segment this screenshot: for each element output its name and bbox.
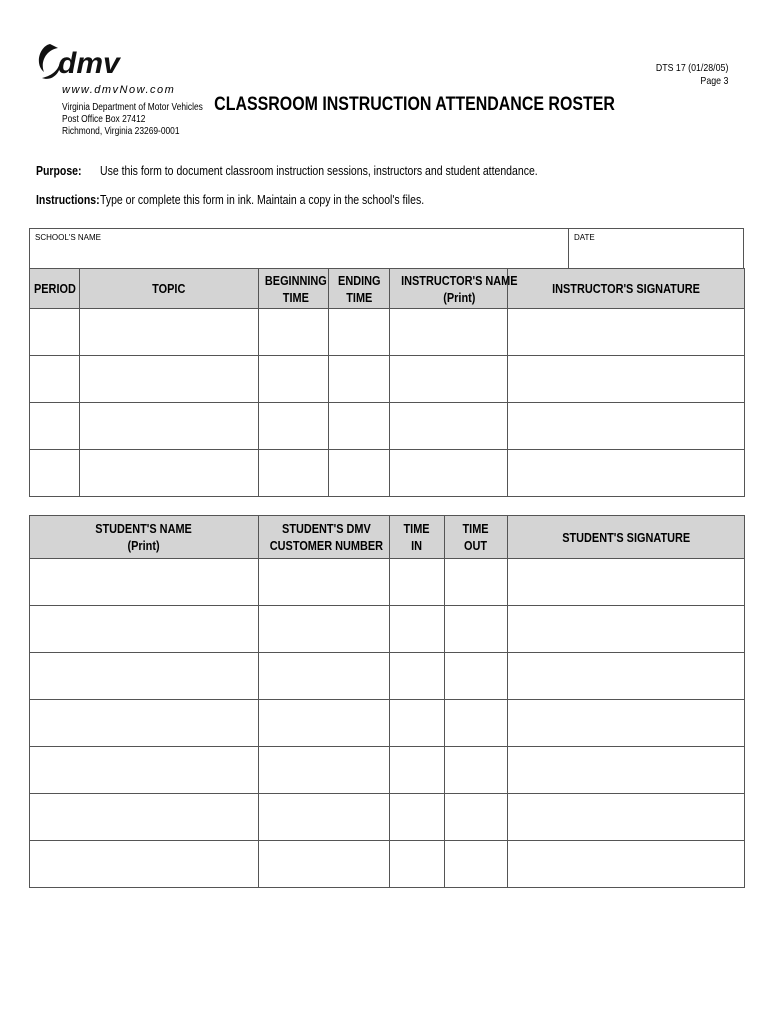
instructor-cell-ending-time[interactable] (329, 309, 390, 356)
student-table (29, 515, 745, 888)
student-cell-students-dmv-customer-number[interactable] (259, 606, 390, 653)
student-cell-time-out[interactable] (445, 794, 508, 841)
instructor-cell-instructors-signature[interactable] (508, 356, 745, 403)
student-cell-students-dmv-customer-number[interactable] (259, 653, 390, 700)
student-header-students-dmv-customer-number (259, 516, 390, 559)
student-cell-students-name-print[interactable] (30, 606, 259, 653)
form-title (0, 94, 770, 116)
student-cell-time-in[interactable] (390, 700, 445, 747)
student-header-students-name-print (30, 516, 259, 559)
student-cell-students-name-print[interactable] (30, 559, 259, 606)
date-label: DATE (574, 233, 595, 242)
instructor-row (30, 403, 745, 450)
student-cell-time-out[interactable] (445, 700, 508, 747)
instructor-header-period (30, 269, 80, 309)
student-cell-time-in[interactable] (390, 794, 445, 841)
instructor-cell-ending-time[interactable] (329, 450, 390, 497)
student-cell-students-dmv-customer-number[interactable] (259, 559, 390, 606)
student-cell-students-dmv-customer-number[interactable] (259, 841, 390, 888)
instructor-cell-topic[interactable] (80, 356, 259, 403)
address-line-2: Richmond, Virginia 23269-0001 (62, 126, 180, 137)
student-cell-students-dmv-customer-number[interactable] (259, 700, 390, 747)
purpose-label: Purpose: (36, 164, 82, 178)
student-cell-time-out[interactable] (445, 841, 508, 888)
instructor-cell-instructors-name-print[interactable] (390, 450, 508, 497)
instructor-cell-ending-time[interactable] (329, 356, 390, 403)
student-cell-time-in[interactable] (390, 747, 445, 794)
student-header-label: STUDENT'S NAME (Print) (95, 521, 193, 553)
instructor-cell-instructors-signature[interactable] (508, 450, 745, 497)
instructor-cell-instructors-name-print[interactable] (390, 403, 508, 450)
student-cell-students-name-print[interactable] (30, 700, 259, 747)
student-cell-students-name-print[interactable] (30, 794, 259, 841)
student-row (30, 841, 745, 888)
student-cell-students-signature[interactable] (508, 841, 745, 888)
student-row (30, 700, 745, 747)
instructor-cell-instructors-signature[interactable] (508, 309, 745, 356)
student-header-row (30, 516, 745, 559)
student-row (30, 794, 745, 841)
instructor-header-label: PERIOD (33, 281, 76, 296)
instructor-cell-ending-time[interactable] (329, 403, 390, 450)
instructor-cell-topic[interactable] (80, 309, 259, 356)
instructor-cell-instructors-signature[interactable] (508, 403, 745, 450)
instructor-cell-period[interactable] (30, 309, 80, 356)
instructor-header-beginning-time (259, 269, 329, 309)
instructions-text: Type or complete this form in ink. Maintain a copy in the school's files. (100, 193, 425, 207)
instructor-header-row (30, 269, 745, 309)
student-cell-time-out[interactable] (445, 747, 508, 794)
instructor-header-instructors-signature (508, 269, 745, 309)
school-name-label: SCHOOL'S NAME (35, 233, 101, 242)
student-header-label: TIME IN (403, 521, 431, 553)
student-header-label: TIME OUT (462, 521, 490, 553)
student-cell-students-name-print[interactable] (30, 653, 259, 700)
student-header-label: STUDENT'S DMV CUSTOMER NUMBER (269, 521, 384, 553)
student-cell-time-in[interactable] (390, 653, 445, 700)
instructor-header-label: INSTRUCTOR'S SIGNATURE (552, 281, 700, 296)
student-cell-time-in[interactable] (390, 559, 445, 606)
student-cell-time-out[interactable] (445, 606, 508, 653)
instructor-header-label: BEGINNING TIME (264, 272, 327, 305)
school-name-field[interactable] (29, 228, 744, 268)
instructor-cell-beginning-time[interactable] (259, 403, 329, 450)
instructor-header-topic (80, 269, 259, 309)
student-header-time-in (390, 516, 445, 559)
logo-dmv-text: dmv (58, 47, 120, 80)
instructor-row (30, 356, 745, 403)
form-title-text: CLASSROOM INSTRUCTION ATTENDANCE ROSTER (214, 94, 616, 115)
instructor-cell-period[interactable] (30, 356, 80, 403)
instructor-cell-beginning-time[interactable] (259, 450, 329, 497)
student-rows (30, 559, 745, 888)
instructor-rows (30, 309, 745, 497)
page-number: Page 3 (700, 75, 728, 87)
student-cell-time-in[interactable] (390, 606, 445, 653)
instructor-cell-instructors-name-print[interactable] (390, 309, 508, 356)
instructor-cell-topic[interactable] (80, 450, 259, 497)
instructor-cell-period[interactable] (30, 403, 80, 450)
student-row (30, 747, 745, 794)
student-row (30, 653, 745, 700)
student-cell-students-dmv-customer-number[interactable] (259, 747, 390, 794)
purpose-text: Use this form to document classroom instruction sessions, instructors and student attendance. (100, 164, 538, 178)
address-line-1: Post Office Box 27412 (62, 114, 146, 125)
student-header-students-signature (508, 516, 745, 559)
student-row (30, 606, 745, 653)
instructor-header-instructors-name-print (390, 269, 518, 309)
student-header-time-out (445, 516, 508, 559)
instructor-header-label: ENDING TIME (337, 272, 381, 305)
instructor-row (30, 450, 745, 497)
form-number: DTS 17 (01/28/05) (655, 62, 728, 74)
instructor-cell-period[interactable] (30, 450, 80, 497)
student-cell-students-name-print[interactable] (30, 841, 259, 888)
instructor-cell-instructors-name-print[interactable] (390, 356, 508, 403)
instructor-cell-topic[interactable] (80, 403, 259, 450)
date-divider (568, 228, 569, 268)
agency-name: Virginia Department of Motor Vehicles (62, 102, 203, 113)
student-cell-time-out[interactable] (445, 559, 508, 606)
instructions-label: Instructions: (36, 193, 100, 207)
instructor-cell-beginning-time[interactable] (259, 309, 329, 356)
student-cell-students-signature[interactable] (508, 606, 745, 653)
form-number-block (642, 62, 728, 88)
instructor-header-label: TOPIC (152, 281, 186, 296)
dmv-url: www.dmvNow.com (62, 84, 176, 96)
student-header-label: STUDENT'S SIGNATURE (562, 529, 690, 545)
student-cell-students-dmv-customer-number[interactable] (259, 794, 390, 841)
instructor-table (29, 268, 745, 497)
student-cell-students-signature[interactable] (508, 700, 745, 747)
instructor-header-ending-time (329, 269, 390, 309)
student-cell-time-out[interactable] (445, 653, 508, 700)
student-cell-students-name-print[interactable] (30, 747, 259, 794)
student-row (30, 559, 745, 606)
student-cell-students-signature[interactable] (508, 794, 745, 841)
instructor-row (30, 309, 745, 356)
student-cell-time-in[interactable] (390, 841, 445, 888)
student-cell-students-signature[interactable] (508, 747, 745, 794)
student-cell-students-signature[interactable] (508, 559, 745, 606)
instructor-header-label: INSTRUCTOR'S NAME (Print) (401, 272, 518, 305)
student-cell-students-signature[interactable] (508, 653, 745, 700)
instructor-cell-beginning-time[interactable] (259, 356, 329, 403)
